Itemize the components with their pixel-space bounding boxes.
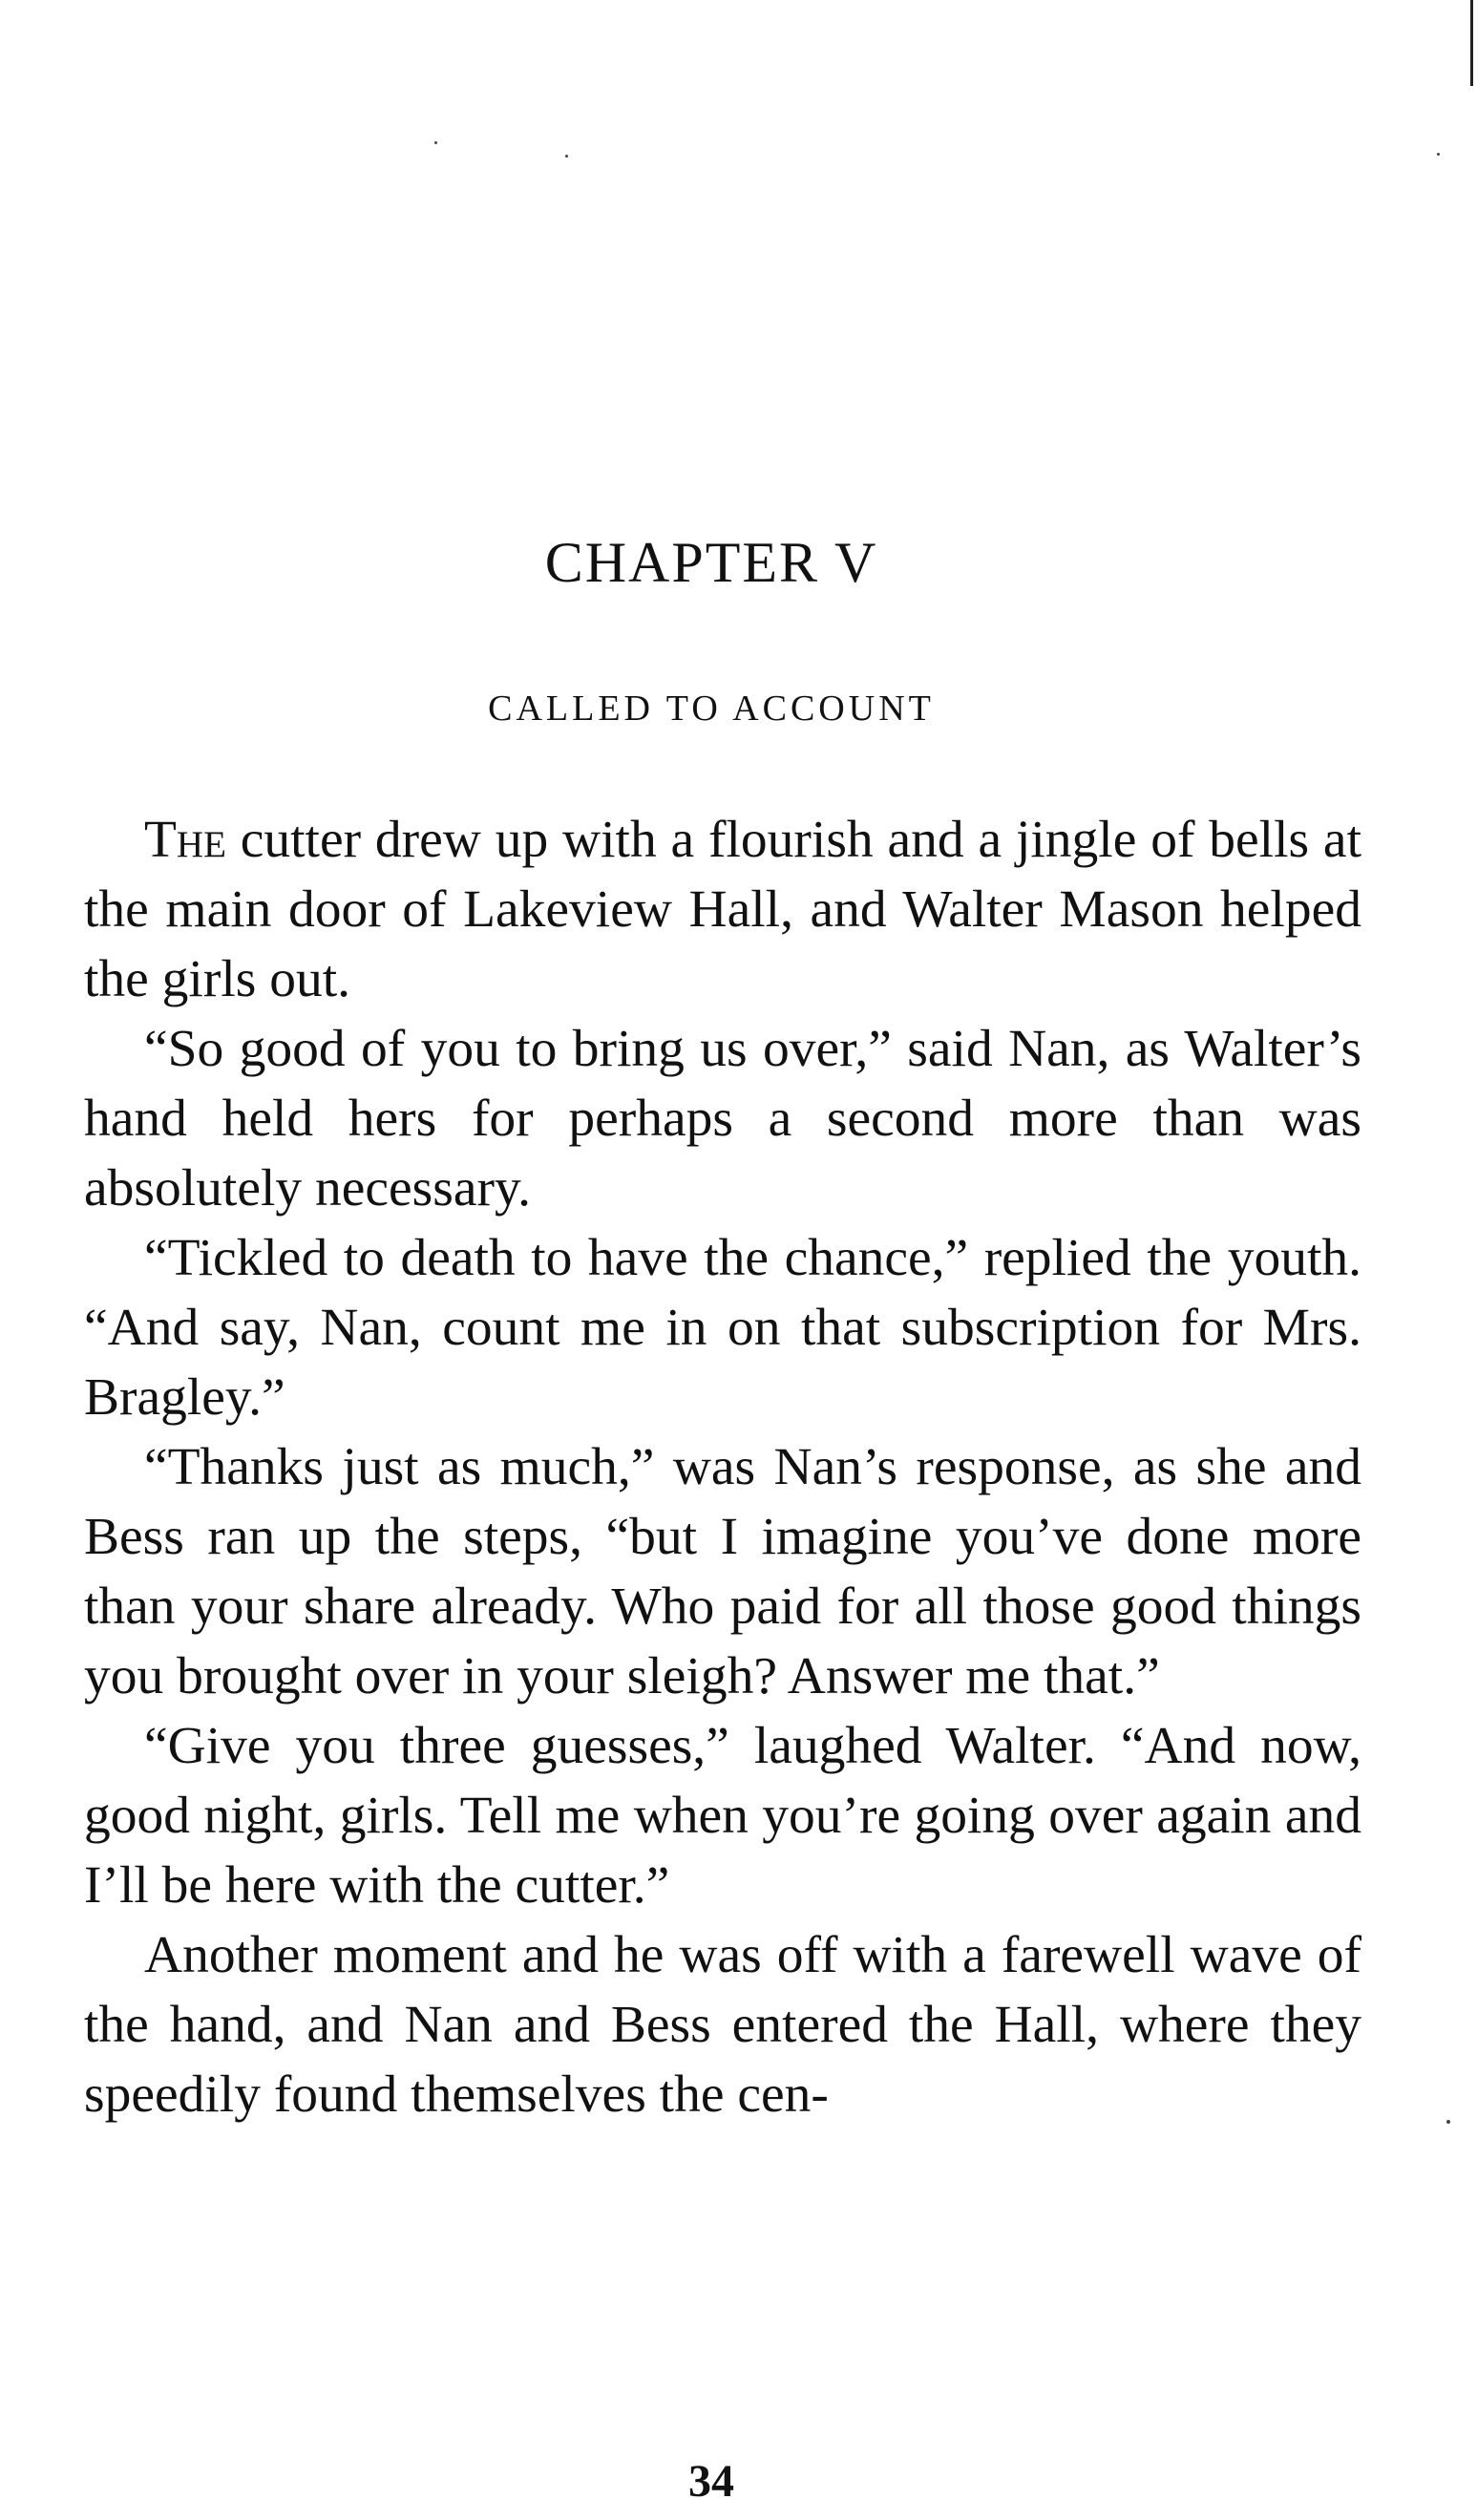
scan-speck xyxy=(1446,2120,1450,2124)
scan-speck xyxy=(434,141,437,144)
paragraph-text: cutter drew up with a flourish and a jingle of bells at the main door of Lakeview Hall, and Walter Mason helped the girls out. xyxy=(84,811,1361,1008)
page-number: 34 xyxy=(688,2456,734,2507)
paragraph: “Tickled to death to have the chance,” replied the youth. “And say, Nan, count me in on that subscription for Mrs. Bragley.” xyxy=(84,1229,1361,1427)
paragraph: “So good of you to bring us over,” said Nan, as Walter’s hand held hers for perhaps a second more than was absolutely necessary. xyxy=(84,1020,1361,1218)
body-text xyxy=(84,805,1361,2129)
paragraph: “Thanks just as much,” was Nan’s response, as she and Bess ran up the steps, “but I imagine you’ve done more than your share already. Who paid for all those good things you brought over in your sleigh? Answer me that.” xyxy=(84,1438,1361,1705)
paragraph: “Give you three guesses,” laughed Walter. “And now, good night, girls. Tell me when you’re going over again and I’ll be here with the cutter.” xyxy=(84,1717,1361,1915)
scan-speck xyxy=(565,155,568,158)
chapter-number: CHAPTER V xyxy=(544,531,878,594)
paragraph-lead-word: The xyxy=(144,811,226,869)
paragraph xyxy=(84,805,1361,1014)
paragraph: Another moment and he was off with a farewell wave of the hand, and Nan and Bess entered the Hall, where they speedily found themselves the cen- xyxy=(84,1926,1361,2124)
chapter-title: CALLED TO ACCOUNT xyxy=(488,688,935,729)
scan-speck xyxy=(1437,153,1440,156)
scan-edge-mark xyxy=(1470,0,1473,86)
